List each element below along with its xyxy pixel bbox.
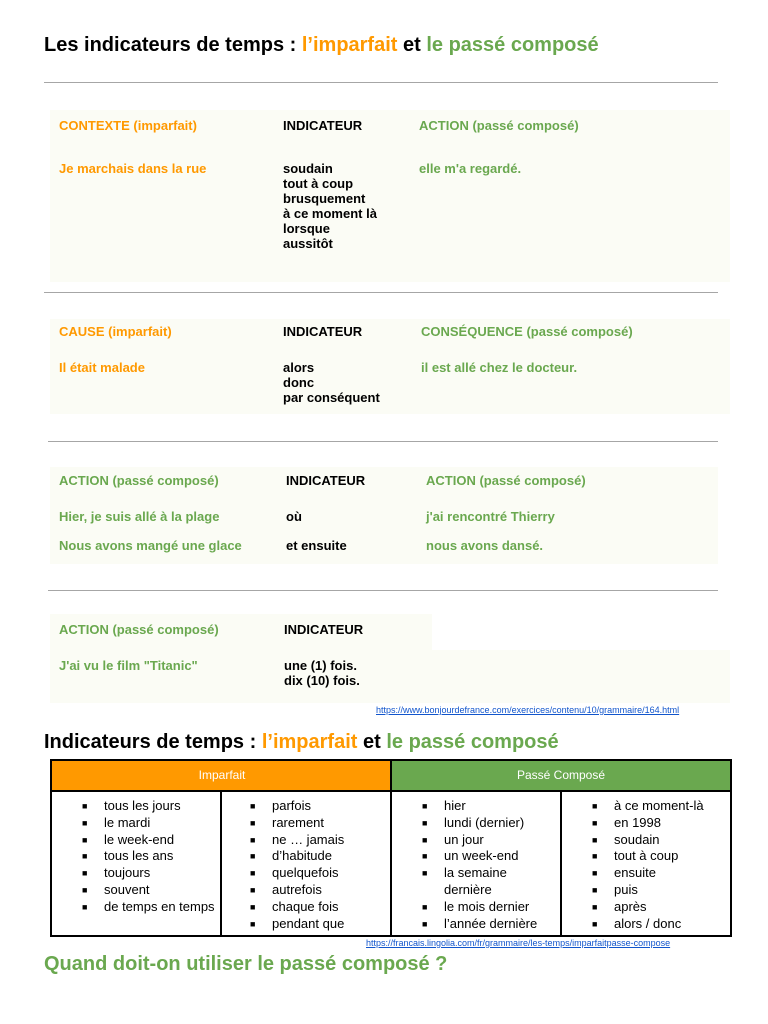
page-title <box>44 34 599 57</box>
header-action: ACTION (passé composé) <box>426 473 586 488</box>
list-item: ■ l’année dernière <box>422 916 558 933</box>
action-row-col3: nous avons dansé. <box>426 538 544 553</box>
header-action: ACTION (passé composé) <box>419 118 579 133</box>
pc-list-2 <box>592 798 728 932</box>
indicateur-list <box>283 161 377 251</box>
indicateur-list <box>283 360 380 405</box>
imparfait-list-2 <box>250 798 390 932</box>
indicateur-item: brusquement <box>283 191 366 206</box>
source-link[interactable]: https://www.bonjourdefrance.com/exercices/contenu/10/grammaire/164.html <box>376 705 680 715</box>
indicateur-item: tout à coup <box>283 176 354 191</box>
list-item: ■ le mois dernier <box>422 899 558 916</box>
list-item: ■ le mardi <box>82 815 220 832</box>
list-item: ■ tout à coup <box>592 848 728 865</box>
list-item: ■ souvent <box>82 882 220 899</box>
table-rule <box>220 790 222 935</box>
list-item: ■ tous les jours <box>82 798 220 815</box>
indicateur-item: à ce moment là <box>283 206 377 221</box>
indicateur-item: par conséquent <box>283 390 380 405</box>
table-rule <box>560 790 562 935</box>
title-part: et <box>357 731 387 753</box>
list-item: ■ en 1998 <box>592 815 728 832</box>
title-part: Indicateurs de temps : <box>44 731 262 753</box>
list-item: ■ autrefois <box>250 882 390 899</box>
list-item: ■ lundi (dernier) <box>422 815 558 832</box>
header-indicateur: INDICATEUR <box>283 118 363 133</box>
divider <box>44 82 718 83</box>
header-cause: CAUSE (imparfait) <box>59 324 172 339</box>
indicateur-item: alors <box>283 360 315 375</box>
header-indicateur: INDICATEUR <box>286 473 366 488</box>
section-title <box>44 731 559 754</box>
frequency-action-value: J'ai vu le film "Titanic" <box>59 658 198 673</box>
list-item: ■ un week-end <box>422 848 558 865</box>
list-item: ■ chaque fois <box>250 899 390 916</box>
consequence-value: il est allé chez le docteur. <box>421 360 578 375</box>
header-action: ACTION (passé composé) <box>59 622 219 637</box>
section-contexte <box>50 110 730 282</box>
cause-value: Il était malade <box>59 360 145 375</box>
header-contexte: CONTEXTE (imparfait) <box>59 118 197 133</box>
list-item: ■ toujours <box>82 865 220 882</box>
indicateur-item: aussitôt <box>283 236 333 251</box>
list-item: ■ hier <box>422 798 558 815</box>
indicateur-item: dix (10) fois. <box>284 673 360 688</box>
indicateur-item: soudain <box>283 161 333 176</box>
header-indicateur: INDICATEUR <box>284 622 364 637</box>
pc-list-1 <box>422 798 558 932</box>
header-action: ACTION (passé composé) <box>59 473 219 488</box>
title-part: Les indicateurs de temps : <box>44 34 302 56</box>
indicateur-item: une (1) fois. <box>284 658 357 673</box>
action-row-col1: Nous avons mangé une glace <box>59 538 242 553</box>
indicateur-item: lorsque <box>283 221 330 236</box>
list-item: ■ soudain <box>592 832 728 849</box>
list-item: ■ ne … jamais <box>250 832 390 849</box>
indicators-table <box>50 759 732 937</box>
title-imparfait: l’imparfait <box>301 34 398 56</box>
action-row-indicateur: et ensuite <box>286 538 347 553</box>
contexte-value: Je marchais dans la rue <box>59 161 207 176</box>
list-item: ■ la semaine dernière <box>422 865 558 899</box>
list-item: ■ parfois <box>250 798 390 815</box>
action-row-col1: Hier, je suis allé à la plage <box>59 509 220 524</box>
list-item: ■ puis <box>592 882 728 899</box>
list-item: ■ le week-end <box>82 832 220 849</box>
title-passe-compose: le passé composé <box>426 34 599 56</box>
source-link[interactable]: https://francais.lingolia.com/fr/grammaire/les-temps/imparfaitpasse-compose <box>366 938 671 948</box>
action-row-col3: j'ai rencontré Thierry <box>426 509 555 524</box>
header-indicateur: INDICATEUR <box>283 324 363 339</box>
section-title-passe-compose: Quand doit-on utiliser le passé composé ? <box>44 953 448 975</box>
table-rule <box>390 761 392 935</box>
list-item: ■ tous les ans <box>82 848 220 865</box>
title-imparfait: l’imparfait <box>261 731 358 753</box>
list-item: ■ rarement <box>250 815 390 832</box>
divider <box>48 590 718 591</box>
list-item: ■ de temps en temps <box>82 899 220 916</box>
header-consequence: CONSÉQUENCE (passé composé) <box>421 324 633 339</box>
divider <box>44 292 718 293</box>
list-item: ■ ensuite <box>592 865 728 882</box>
imparfait-list-1 <box>82 798 220 916</box>
action-row-indicateur: où <box>286 509 302 524</box>
table-header-passe-compose: Passé Composé <box>392 761 730 790</box>
divider <box>48 441 718 442</box>
indicateur-item: donc <box>283 375 315 390</box>
indicateur-list <box>284 658 360 688</box>
list-item: ■ après <box>592 899 728 916</box>
list-item: ■ pendant que <box>250 916 390 933</box>
list-item: ■ à ce moment-là <box>592 798 728 815</box>
list-item: ■ d’habitude <box>250 848 390 865</box>
list-item: ■ un jour <box>422 832 558 849</box>
action-value: elle m'a regardé. <box>419 161 522 176</box>
list-item: ■ alors / donc <box>592 916 728 933</box>
list-item: ■ quelquefois <box>250 865 390 882</box>
title-part: et <box>397 34 427 56</box>
table-header-imparfait: Imparfait <box>52 761 392 790</box>
title-passe-compose: le passé composé <box>386 731 559 753</box>
